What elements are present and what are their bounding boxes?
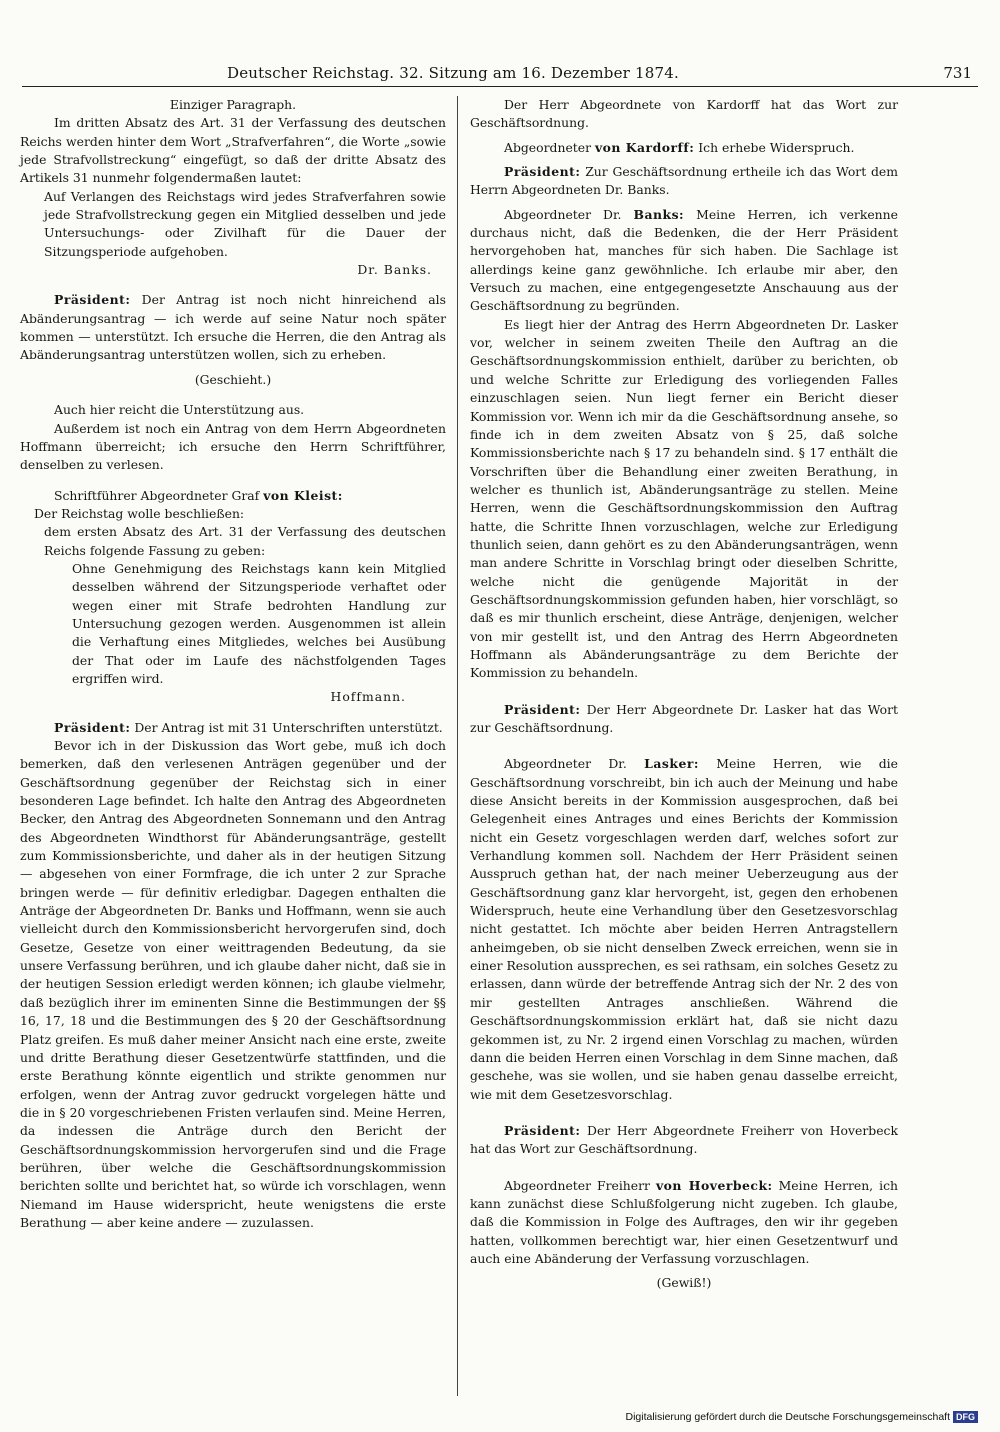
quoted-text: dem ersten Absatz des Art. 31 der Verfassung des deutschen Reichs folgende Fassung zu geben: — [44, 524, 446, 558]
speech-text: Meine Herren, ich verkenne durchaus nicht, daß die Bedenken, die der Herr Präsident hervorgehoben hat, manches für sich haben. Die Sachlage ist allerdings keine ganz gewöhnliche. Ich erlaube mir aber, den Versuch zu machen, eine entgegengesetzte Anschauung aus der Geschäftsordnung zu begründen. — [470, 206, 898, 314]
stage-direction: (Gewiß!) — [656, 1275, 712, 1291]
speaker-name: von Hoverbeck: — [655, 1177, 773, 1193]
paragraph: Der Herr Abgeordnete von Kardorff hat das Wort zur Geschäftsordnung. — [470, 97, 898, 131]
speech-text: Meine Herren, ich kann zunächst diese Schlußfolgerung nicht zugeben. Ich glaube, daß die Kommission in Folge des Auftrages, den wir ihr gegeben hatten, vollkommen berechtigt war, hier einen Gesetzentwurf und auch eine Abänderung der Verfassung vorzuschlagen. — [470, 1177, 898, 1266]
speaker-prefix: Schriftführer Abgeordneter Graf — [54, 487, 260, 503]
speaker-name: Präsident: — [504, 164, 581, 180]
right-column — [470, 96, 898, 1293]
page-number: 731 — [943, 64, 972, 82]
dfg-logo: DFG — [953, 1411, 978, 1423]
speech-text: Meine Herren, wie die Geschäftsordnung vorschreibt, bin ich auch der Meinung und habe diese Ansicht bereits in der Kommission ausgesprochen, daß bei Gelegenheit eines Antrages und eines Berichts der Kommission nicht ein Gesetz vorgeschlagen werden darf, welches sofort zur Verhandlung kommen soll. Nachdem der Herr Präsident seinen Ausspruch gethan hat, der nach meiner Ueberzeugung aus der Geschäftsordnung ganz klar hervorgeht, ist, gegen den erhobenen Widerspruch, heute eine Verhandlung über den Gesetzesvorschlag nicht gestattet. Ich möchte aber beiden Herren Antragstellern anheimgeben, ob sie nicht denselben Zweck erreichen, wenn sie in einer Resolution aussprechen, es sei rathsam, ein solches Gesetz zu erlassen, dann würde der betreffende Antrag sich der Nr. 2 des von mir gestellten Antrages anschließen. Während die Geschäftsordnungskommission erklärt hat, daß sie nicht dazu gekommen ist, zu Nr. 2 irgend einen Vorschlag zu machen, würden dann die beiden Herren einen Vorschlag in dem Sinne machen, daß geschehe, was sie wollen, und sie haben genau dasselbe erreicht, wie mit dem Gesetzesvorschlag. — [470, 756, 898, 1102]
speech-paragraph — [470, 755, 898, 1104]
column-divider — [457, 96, 458, 1396]
speaker-name: Präsident: — [54, 292, 131, 308]
paragraph: Im dritten Absatz des Art. 31 der Verfassung des deutschen Reichs werden hinter dem Wort „Strafverfahren“, die Worte „sowie jede Strafvollstreckung“ eingefügt, so daß der dritte Absatz des Artikels 31 nunmehr folgendermaßen lautet: — [20, 115, 446, 186]
paragraph: Der Reichstag wolle beschließen: — [34, 505, 245, 521]
speech-paragraph — [20, 291, 446, 364]
left-column — [20, 96, 446, 1232]
paragraph-heading: Einziger Paragraph. — [169, 97, 297, 112]
signature: Hoffmann. — [330, 689, 406, 705]
speech-text: Der Antrag ist noch nicht hinreichend als Abänderungsantrag — ich werde auf seine Natur noch später kommen — unterstützt. Ich ersuche die Herren, die den Antrag als Abänderungsantrag unterstützen wollen, sich zu erheben. — [20, 292, 446, 363]
speech-text: Zur Geschäftsordnung ertheile ich das Wort dem Herrn Abgeordneten Dr. Banks. — [470, 164, 898, 198]
digitization-footer — [625, 1411, 978, 1423]
speaker-prefix: Abgeordneter — [504, 139, 592, 155]
speaker-prefix: Abgeordneter Dr. — [504, 756, 627, 772]
speaker-prefix: Abgeordneter Freiherr — [504, 1177, 650, 1193]
speaker-name: Präsident: — [504, 1122, 581, 1138]
running-head: Deutscher Reichstag. 32. Sitzung am 16. Dezember 1874. — [227, 64, 679, 82]
speaker-name: Banks: — [633, 206, 685, 222]
speech-paragraph — [20, 487, 446, 505]
speaker-name: von Kardorff: — [594, 139, 695, 155]
speech-paragraph — [470, 1177, 898, 1269]
speech-paragraph — [470, 1122, 898, 1159]
signature: Dr. Banks. — [357, 262, 432, 278]
quoted-text — [20, 188, 446, 261]
speaker-prefix: Abgeordneter Dr. — [504, 206, 622, 222]
page-header — [22, 62, 978, 87]
speaker-name: Lasker: — [644, 756, 699, 772]
stage-direction: (Geschieht.) — [194, 371, 272, 387]
speech-paragraph — [470, 163, 898, 200]
speaker-name: Präsident: — [504, 701, 581, 717]
speaker-name: Präsident: — [54, 719, 131, 735]
quoted-text: Ohne Genehmigung des Reichstags kann kein Mitglied desselben während der Sitzungsperiode verhaftet oder wegen einer mit Strafe bedrohten Handlung zur Untersuchung gezogen werden. Ausgenommen ist allein die Verhaftung eines Mitgliedes, welches bei Ausübung der That oder im Laufe des nächstfolgenden Tages ergriffen wird. — [72, 560, 446, 686]
speaker-name: von Kleist: — [263, 487, 343, 503]
paragraph: Außerdem ist noch ein Antrag von dem Herrn Abgeordneten Hoffmann überreicht; ich ersuche den Herrn Schriftführer, denselben zu verlesen. — [20, 420, 446, 473]
quoted-text-body: Auf Verlangen des Reichstags wird jedes Strafverfahren sowie jede Strafvollstreckung gegen ein Mitglied desselben und jede Untersuchungs- oder Zivilhaft für die Dauer der Sitzungsperiode aufgehoben. — [44, 188, 446, 259]
speech-text: Ich erhebe Widerspruch. — [698, 139, 855, 155]
speech-paragraph — [470, 139, 898, 157]
paragraph: Es liegt hier der Antrag des Herrn Abgeordneten Dr. Lasker vor, welcher in seinem zweiten Theile den Auftrag an die Geschäftsordnungskommission enthielt, darüber zu berichten, ob und welche Schritte zur Erledigung des vorliegenden Falles einzuschlagen seien. Nun liegt ferner ein Bericht dieser Kommission vor. Wenn ich mir da die Geschäftsordnung ansehe, so finde ich in dem zweiten Absatz von § 25, daß solche Kommissionsberichte nach § 17 zu behandeln sind. § 17 enthält die Vorschriften über die Behandlung einer zweiten Berathung, in welcher es thunlich ist, Abänderungsanträge zu stellen. Meine Herren, wenn die Geschäftsordnungskommission den Auftrag hatte, die Schritte Ihnen vorzuschlagen, welche zur Erledigung thunlich seien, dann gehört es zu den Abänderungsanträgen, wenn man andere Schritte in Vorschlag bringt oder dieselben Schritte, welche nicht die genügende Majorität in der Geschäftsordnungskommission gefunden haben, hier vorschlägt, so daß es mir thunlich erscheint, diese Anträge, denjenigen, welcher von mir gestellt ist, und den Antrag des Herrn Abgeordneten Hoffmann als Abänderungsanträge zu dem Berichte der Kommission zu behandeln. — [470, 316, 898, 681]
speech-paragraph — [20, 719, 446, 737]
speech-paragraph — [470, 701, 898, 738]
speech-text: Der Herr Abgeordnete Freiherr von Hoverbeck hat das Wort zur Geschäftsordnung. — [470, 1122, 898, 1157]
paragraph: Auch hier reicht die Unterstützung aus. — [54, 402, 305, 418]
speech-text: Der Antrag ist mit 31 Unterschriften unterstützt. — [134, 719, 443, 735]
speech-text: Der Herr Abgeordnete Dr. Lasker hat das Wort zur Geschäftsordnung. — [470, 701, 898, 735]
footer-text: Digitalisierung gefördert durch die Deutsche Forschungsgemeinschaft — [625, 1411, 950, 1423]
paragraph: Bevor ich in der Diskussion das Wort gebe, muß ich doch bemerken, daß den verlesenen Anträgen gegenüber und der Geschäftsordnung gegenüber der Reichstag sich in einer besonderen Lage befindet. Ich halte den Antrag des Abgeordneten Becker, den Antrag des Abgeordneten Sonnemann und den Antrag des Abgeordneten Windthorst für Abänderungsanträge, gestellt zum Kommissionsberichte, und daher als in der heutigen Sitzung — abgesehen von einer Formfrage, die ich unter 2 zur Sprache bringen werde — für definitiv erledigbar. Dagegen enthalten die Anträge der Abgeordneten Dr. Banks und Hoffmann, wenn sie auch vielleicht durch den Kommissionsbericht hervorgerufen sind, doch Gesetze, Gesetze von einer weittragenden Bedeutung, da sie unsere Verfassung berühren, und ich glaube daher nicht, daß sie in der heutigen Session erledigt werden können; ich glaube vielmehr, daß bezüglich ihrer im eminenten Sinne die Bestimmungen der §§ 16, 17, 18 und die Bestimmungen des § 20 der Geschäftsordnung Platz greifen. Es muß daher meiner Ansicht nach eine erste, zweite und dritte Berathung dieser Gesetzentwürfe stattfinden, und die erste Berathung könnte eigentlich und strikte genommen nur erfolgen, wenn der Antrag zuvor gedruckt vorgelegen hätte und die in § 20 vorgeschriebenen Fristen verlaufen sind. Meine Herren, da indessen die Anträge durch den Bericht der Geschäftsordnungskommission hervorgerufen sind und die Frage berühren, über welche die Geschäftsordnungskommission berichten sollte und berichtet hat, so würde ich vorschlagen, wenn Niemand im Hause widerspricht, heute wenigstens die erste Berathung — aber keine andere — zuzulassen. — [20, 738, 446, 1230]
speech-paragraph — [470, 206, 898, 316]
